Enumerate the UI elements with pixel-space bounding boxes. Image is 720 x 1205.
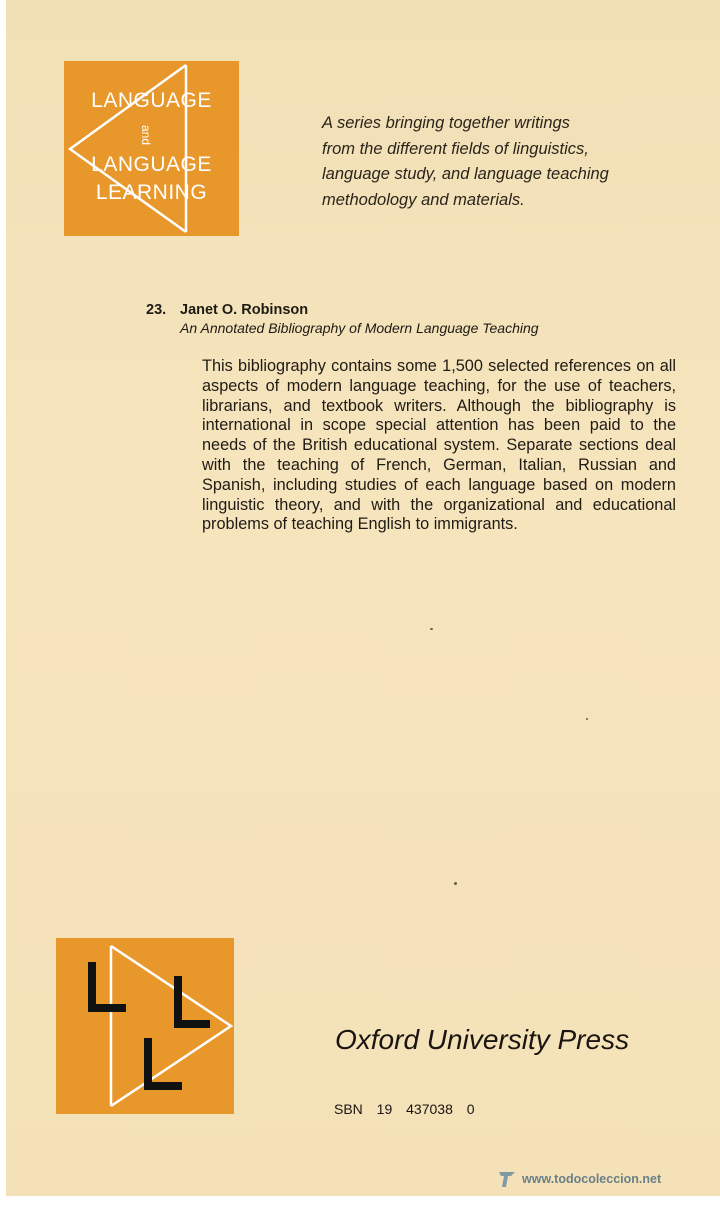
series-description-line: language study, and language teaching <box>322 165 609 183</box>
todocoleccion-logo-icon <box>496 1168 518 1190</box>
series-logo <box>64 61 239 236</box>
logo-word-and: and <box>139 125 153 146</box>
entry-number: 23. <box>146 302 167 318</box>
triangle-outline-icon <box>64 61 239 236</box>
publisher-name: Oxford University Press <box>335 1024 630 1055</box>
page-edge <box>0 0 6 1205</box>
paper-speck <box>454 882 457 885</box>
entry-title: An Annotated Bibliography of Modern Language Teaching <box>180 320 539 336</box>
series-description <box>322 111 682 213</box>
page-edge-bottom <box>0 1196 720 1205</box>
logo-word-language-2: LANGUAGE <box>91 153 212 176</box>
entry-author: Janet O. Robinson <box>180 302 309 318</box>
logo-word-language: LANGUAGE <box>91 89 212 112</box>
logo-word-learning: LEARNING <box>95 181 208 204</box>
lll-logo <box>56 938 234 1114</box>
series-description-line: from the different fields of linguistics, <box>322 139 589 158</box>
entry-description: This bibliography contains some 1,500 selected references on all aspects of modern language teaching, for the use of teachers, librarians, and textbook writers. Although the bibliography is international in scope special attention has been paid to the needs of the British educational system. Separate sections deal with the teaching of French, German, Italian, Russian and Spanish, including studies of each language based on modern linguistic theory, and with the organizational and educational problems of teaching English to immigrants. <box>202 357 676 534</box>
series-description-line: methodology and materials. <box>322 190 525 209</box>
paper-speck <box>430 628 433 630</box>
lll-logo-icon <box>56 938 234 1114</box>
series-description-line: A series bringing together writings <box>322 114 570 132</box>
paper-speck <box>586 718 588 720</box>
watermark-text: www.todocoleccion.net <box>522 1172 662 1186</box>
sbn-number: SBN 19 437038 0 <box>334 1101 475 1117</box>
